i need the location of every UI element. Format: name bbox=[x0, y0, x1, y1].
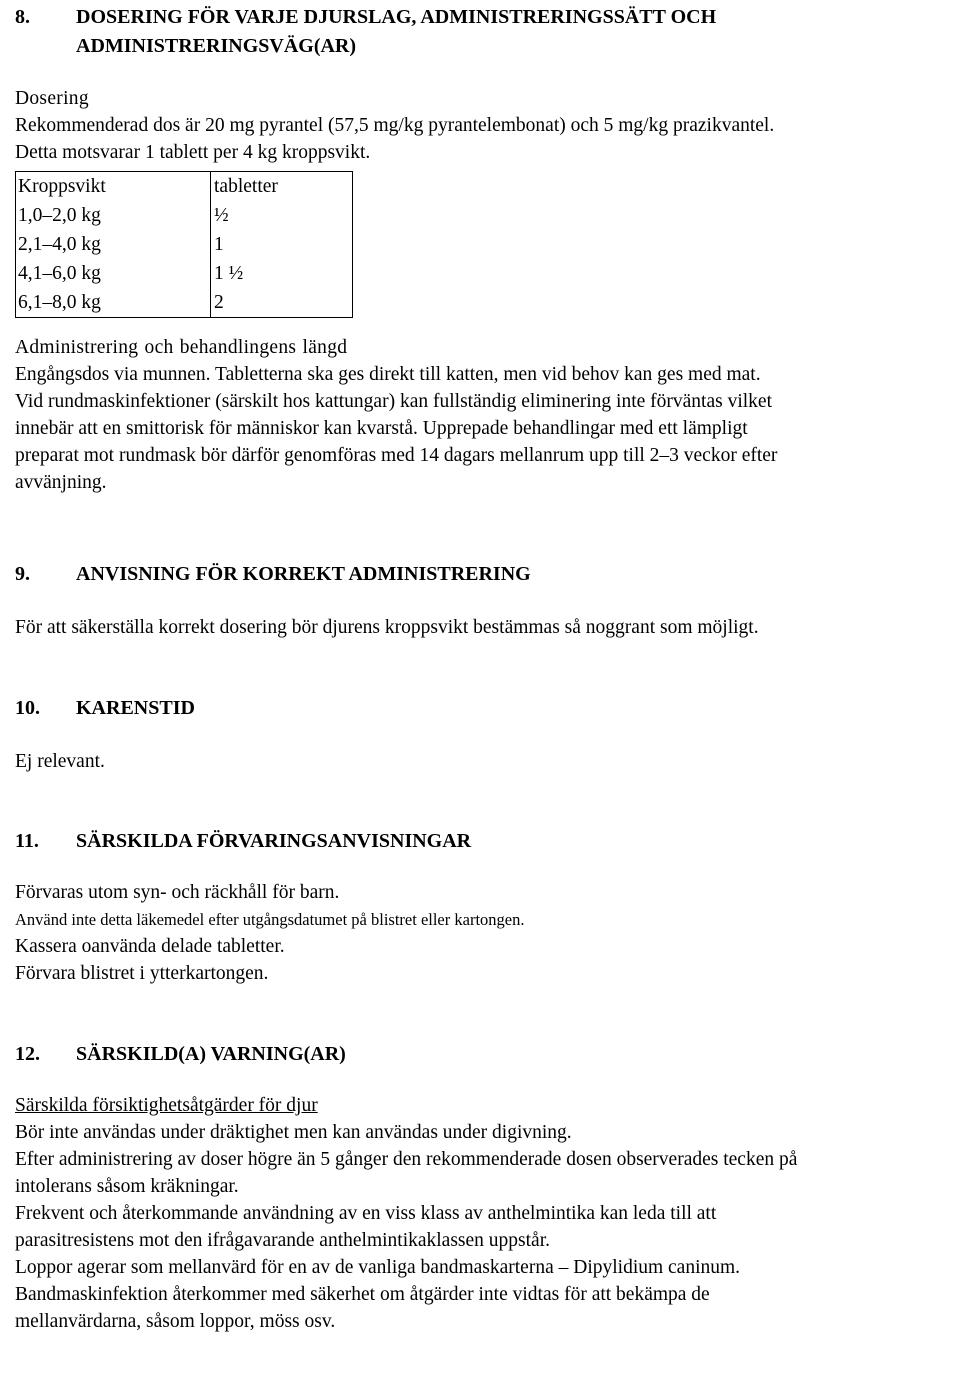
section-9-title: ANVISNING FÖR KORREKT ADMINISTRERING bbox=[76, 563, 531, 585]
section-12-paragraph-3-line2: parasitresistens mot den ifrågavarande anthelmintikaklassen uppstår. bbox=[15, 1230, 551, 1251]
section-11-heading bbox=[15, 827, 955, 855]
table-row bbox=[16, 230, 353, 259]
table-cell-tablets: 1 bbox=[211, 230, 353, 259]
document-page bbox=[15, 3, 955, 1335]
section-11-paragraph-3: Kassera oanvända delade tabletter. bbox=[15, 936, 285, 957]
section-9-number: 9. bbox=[15, 563, 30, 585]
administrering-paragraph-2-line3: preparat mot rundmask bör därför genomföras med 14 dagars mellanrum upp till 2–3 veckor efter bbox=[15, 445, 778, 466]
administrering-paragraph-2-line1: Vid rundmaskinfektioner (särskilt hos kattungar) kan fullständig eliminering inte förväntas vilket bbox=[15, 391, 772, 412]
section-10-number: 10. bbox=[15, 697, 40, 719]
section-12-number: 12. bbox=[15, 1043, 40, 1065]
section-12-paragraph-2-line1: Efter administrering av doser högre än 5 gånger den rekommenderade dosen observerades tecken på bbox=[15, 1149, 798, 1170]
table-cell-weight: 1,0–2,0 kg bbox=[16, 201, 211, 230]
table-cell-tablets: 1 ½ bbox=[211, 259, 353, 288]
section-12-subheading: Särskilda försiktighetsåtgärder för djur bbox=[15, 1095, 318, 1116]
dosage-table bbox=[15, 171, 353, 318]
administrering-paragraph-1: Engångsdos via munnen. Tabletterna ska ges direkt till katten, men vid behov kan ges med mat. bbox=[15, 364, 761, 385]
section-12-paragraph-2-line2: intolerans såsom kräkningar. bbox=[15, 1176, 239, 1197]
section-12-paragraph-5-line2: mellanvärdarna, såsom loppor, möss osv. bbox=[15, 1311, 336, 1332]
administrering-label: Administrering och behandlingens längd bbox=[15, 337, 348, 358]
section-11-paragraph-1: Förvaras utom syn- och räckhåll för barn. bbox=[15, 882, 340, 903]
section-8-number: 8. bbox=[15, 6, 30, 28]
section-12-paragraph-5-line1: Bandmaskinfektion återkommer med säkerhet om åtgärder inte vidtas för att bekämpa de bbox=[15, 1284, 710, 1305]
section-11-number: 11. bbox=[15, 830, 39, 852]
section-8-heading bbox=[15, 3, 955, 61]
section-12-title: SÄRSKILD(A) VARNING(AR) bbox=[76, 1043, 346, 1065]
section-10-title: KARENSTID bbox=[76, 697, 195, 719]
table-cell-tablets: 2 bbox=[211, 288, 353, 318]
section-12-heading bbox=[15, 1040, 955, 1068]
section-11-paragraph-4: Förvara blistret i ytterkartongen. bbox=[15, 963, 269, 984]
section-12-paragraph-4: Loppor agerar som mellanvärd för en av de vanliga bandmaskarterna – Dipylidium caninum. bbox=[15, 1257, 741, 1278]
table-row bbox=[16, 201, 353, 230]
table-cell-weight: 6,1–8,0 kg bbox=[16, 288, 211, 318]
table-cell-weight: 2,1–4,0 kg bbox=[16, 230, 211, 259]
dosering-paragraph-2: Detta motsvarar 1 tablett per 4 kg kroppsvikt. bbox=[15, 142, 371, 163]
section-10-paragraph: Ej relevant. bbox=[15, 751, 105, 772]
section-9-heading bbox=[15, 560, 955, 588]
dosering-label: Dosering bbox=[15, 88, 89, 109]
table-row bbox=[16, 259, 353, 288]
section-12-paragraph-1: Bör inte användas under dräktighet men kan användas under digivning. bbox=[15, 1122, 572, 1143]
administrering-paragraph-2-line2: innebär att en smittorisk för människor kan kvarstå. Upprepade behandlingar med ett lämpligt bbox=[15, 418, 748, 439]
section-8-title-line1: DOSERING FÖR VARJE DJURSLAG, ADMINISTRERINGSSÄTT OCH bbox=[76, 6, 717, 28]
table-cell-weight: 4,1–6,0 kg bbox=[16, 259, 211, 288]
administrering-paragraph-2-line4: avvänjning. bbox=[15, 472, 107, 493]
section-10-heading bbox=[15, 694, 955, 722]
section-12-paragraph-3-line1: Frekvent och återkommande användning av en viss klass av anthelmintika kan leda till att bbox=[15, 1203, 717, 1224]
table-cell-tablets: ½ bbox=[211, 201, 353, 230]
section-9-paragraph: För att säkerställa korrekt dosering bör djurens kroppsvikt bestämmas så noggrant som möjligt. bbox=[15, 617, 759, 638]
section-8-title-line2: ADMINISTRERINGSVÄG(AR) bbox=[76, 35, 357, 57]
table-header-row bbox=[16, 172, 353, 202]
table-row bbox=[16, 288, 353, 318]
table-header-kroppsvikt: Kroppsvikt bbox=[16, 172, 211, 202]
table-header-tabletter: tabletter bbox=[211, 172, 353, 202]
section-11-title: SÄRSKILDA FÖRVARINGSANVISNINGAR bbox=[76, 830, 472, 852]
section-11-paragraph-2: Använd inte detta läkemedel efter utgångsdatumet på blistret eller kartongen. bbox=[15, 910, 525, 929]
dosering-paragraph-1: Rekommenderad dos är 20 mg pyrantel (57,5 mg/kg pyrantelembonat) och 5 mg/kg prazikvantel. bbox=[15, 115, 775, 136]
